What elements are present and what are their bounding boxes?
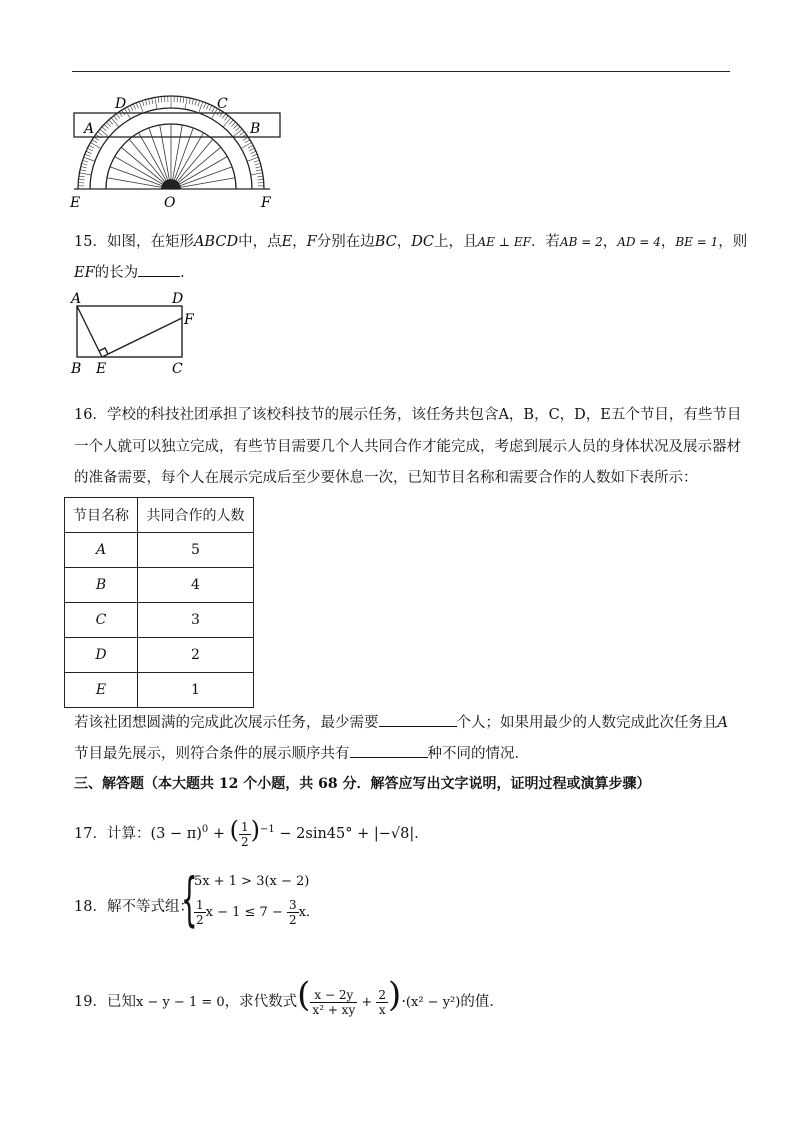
table-cell: A <box>65 533 138 568</box>
q18-frac1 <box>194 898 206 927</box>
q18-mid: x − 1 ≤ 7 − <box>205 905 287 920</box>
protractor-figure <box>60 86 290 210</box>
protractor-tick <box>142 101 144 107</box>
fig15-label-c: C <box>172 361 183 376</box>
table-cell: 1 <box>138 673 254 708</box>
q18-block <box>74 865 394 934</box>
protractor-tick <box>130 105 133 110</box>
q15-rect: ABCD <box>193 234 239 250</box>
protractor-tick <box>145 100 147 106</box>
q18-frac2-num: 3 <box>289 898 297 912</box>
protractor-tick <box>158 97 159 103</box>
table-row <box>65 533 254 568</box>
q18-tail: x <box>298 905 306 920</box>
fig14-label-c: C <box>217 96 228 112</box>
protractor-tick <box>255 167 261 168</box>
protractor-tick <box>255 163 261 165</box>
q15-text-e: ．若 <box>530 234 560 250</box>
protractor-tick <box>85 154 91 156</box>
q17-end: ． <box>414 826 429 842</box>
protractor-tick <box>98 132 103 136</box>
rectangle-figure <box>68 290 198 376</box>
protractor-tick <box>89 145 94 148</box>
protractor-tick <box>149 99 150 105</box>
protractor-tick <box>245 140 250 143</box>
table-cell: 2 <box>138 638 254 673</box>
q16-line2: 一个人就可以独立完成，有些节目需要几个人共同合作才能完成，考虑到展示人员的身体状况及展示器材 <box>74 439 741 455</box>
section-3-heading: 三、解答题（本大题共 12 个小题，共 68 分．解答应写出文字说明，证明过程或演算步骤） <box>74 776 651 792</box>
protractor-tick <box>183 97 184 103</box>
fig15-label-a: A <box>71 291 82 307</box>
q16-line4b: 个人；如果用最少的人数完成此次任务且 <box>456 715 718 731</box>
table-header-row <box>65 498 254 533</box>
q16-answer-blank-2[interactable] <box>350 743 428 758</box>
q19-condition: x − y − 1 = 0 <box>135 995 225 1010</box>
protractor-tick <box>192 99 193 105</box>
q19-dot: · <box>401 994 406 1010</box>
protractor-tick <box>256 170 262 171</box>
q16-line4c: A <box>717 715 728 731</box>
q19-frac-a <box>310 988 357 1017</box>
q16-line5a: 节目最先展示，则符合条件的展示顺序共有 <box>74 746 350 762</box>
protractor-tick <box>189 98 190 104</box>
q18-frac1-den: 2 <box>196 913 204 927</box>
q19-number: 19．已知 <box>74 994 136 1010</box>
q15-comma1: ， <box>292 234 307 250</box>
protractor-tick <box>79 176 85 177</box>
table-header: 共同合作的人数 <box>138 498 254 533</box>
q15-text-d: 上，且 <box>434 234 478 250</box>
q18-frac2-den: 2 <box>289 913 297 927</box>
q15-ad: AD = 4 <box>617 235 661 249</box>
q15-comma2: ， <box>396 234 412 250</box>
q19-tail: (x² − y²) <box>405 995 461 1010</box>
q18-number: 18．解不等式组： <box>74 899 194 915</box>
q17-lparen: ( <box>229 816 240 844</box>
protractor-tick <box>199 102 203 113</box>
q16-line4a: 若该社团想圆满的完成此次展示任务，最少需要 <box>74 715 379 731</box>
q15-answer-blank[interactable] <box>138 262 180 277</box>
q19-rparen: ) <box>388 975 402 1015</box>
q17-exp-m1: −1 <box>260 824 275 836</box>
q17-exp0: 0 <box>201 824 209 836</box>
protractor-tick <box>236 127 240 131</box>
q18-end: ． <box>305 905 319 920</box>
q15-comma4: ， <box>660 234 676 250</box>
protractor-tick <box>222 114 226 119</box>
q17-rparen: ) <box>250 816 261 844</box>
program-table <box>64 497 254 708</box>
q19-line <box>74 970 504 1020</box>
table-row <box>65 603 254 638</box>
protractor-tick <box>92 140 97 143</box>
protractor-tick <box>249 148 254 151</box>
q15-line1 <box>74 232 747 252</box>
header-rule <box>72 71 730 72</box>
protractor-tick <box>161 97 162 103</box>
protractor-tick <box>223 118 231 127</box>
q16-line4 <box>74 712 728 733</box>
protractor-tick <box>136 103 138 109</box>
protractor-tick <box>80 170 86 171</box>
protractor-tick <box>233 129 242 137</box>
table-cell: 3 <box>138 603 254 638</box>
protractor-tick <box>209 105 212 110</box>
fig15-label-f: F <box>184 312 194 328</box>
protractor-tick <box>225 116 229 121</box>
q18-frac1-num: 1 <box>196 898 204 912</box>
protractor-tick <box>152 98 153 104</box>
protractor-tick <box>241 143 251 149</box>
table-header: 节目名称 <box>65 498 138 533</box>
fig14-label-a: A <box>84 121 95 137</box>
q15-point-e: E <box>281 234 293 250</box>
table-cell: E <box>65 673 138 708</box>
table-row <box>65 638 254 673</box>
q17-half-fraction <box>239 820 251 849</box>
protractor-tick <box>248 145 253 148</box>
q15-point-f: F <box>306 234 317 250</box>
q19-frac-b <box>376 988 388 1017</box>
q15-ab: AB = 2 <box>559 235 603 249</box>
protractor-tick <box>100 129 109 137</box>
protractor-tick <box>180 97 181 103</box>
q15-text-g: 的长为 <box>94 265 139 281</box>
q17-abs: |−√8| <box>373 826 415 842</box>
protractor-tick <box>81 167 87 168</box>
protractor-tick <box>102 127 106 131</box>
fig15-label-b: B <box>71 361 82 376</box>
protractor-tick <box>240 132 245 136</box>
q19-frac-b-num: 2 <box>378 987 387 1002</box>
protractor-tick <box>195 100 197 106</box>
q17-line <box>74 812 429 848</box>
protractor-tick <box>155 97 157 109</box>
q16-line5 <box>74 743 529 764</box>
q17-frac-num: 1 <box>241 819 249 834</box>
q17-plus: + <box>208 826 230 842</box>
protractor-tick <box>252 154 258 156</box>
protractor-tick <box>250 151 255 153</box>
table-cell: 4 <box>138 568 254 603</box>
protractor-tick <box>114 116 118 121</box>
q17-number: 17．计算： <box>74 826 151 842</box>
protractor-tick <box>82 163 88 165</box>
q19-text: ，求代数式 <box>224 994 298 1010</box>
q18-left-brace: { <box>181 865 198 933</box>
protractor-tick <box>87 148 92 151</box>
protractor-tick <box>206 104 208 109</box>
q17-term1: (3 − π) <box>150 826 202 842</box>
protractor-tick <box>106 122 110 126</box>
q19-lparen: ( <box>297 975 311 1015</box>
fig14-label-o: O <box>164 195 176 210</box>
q15-side-bc: BC <box>374 234 397 250</box>
protractor-tick <box>185 97 187 109</box>
q16-line5b: 种不同的情况． <box>427 746 529 762</box>
protractor-tick <box>86 151 91 153</box>
fig14-label-f: F <box>261 195 271 210</box>
protractor-tick <box>83 160 89 162</box>
protractor-tick <box>127 107 130 112</box>
protractor-tick <box>229 120 233 124</box>
protractor-tick <box>198 101 200 107</box>
fig15-label-e: E <box>96 361 107 376</box>
q15-line2 <box>74 262 195 283</box>
protractor-tick <box>116 114 120 119</box>
table-row <box>65 673 254 708</box>
protractor-tick <box>79 173 91 175</box>
protractor-tick <box>84 157 95 161</box>
protractor-tick <box>109 120 113 124</box>
table-cell: D <box>65 638 138 673</box>
q16-answer-blank-1[interactable] <box>379 712 457 727</box>
fig14-label-b: B <box>250 121 261 137</box>
q19-frac-a-num: x − 2y <box>310 988 357 1003</box>
table-row <box>65 568 254 603</box>
q18-ineq2 <box>194 898 319 927</box>
protractor-tick <box>139 102 143 113</box>
q15-ef: EF <box>74 265 95 281</box>
table-cell: 5 <box>138 533 254 568</box>
q15-be: BE = 1 <box>675 235 719 249</box>
protractor-tick <box>258 179 264 180</box>
q15-text-a: 如图，在矩形 <box>106 234 194 250</box>
q19-frac-a-den: x² + xy <box>312 1002 356 1017</box>
protractor-tick <box>204 103 206 109</box>
protractor-tick <box>212 107 215 112</box>
table-cell: C <box>65 603 138 638</box>
protractor-tick <box>257 176 263 177</box>
protractor-tick <box>79 179 85 180</box>
fig14-label-e: E <box>70 195 81 210</box>
q19-end: 的值． <box>460 994 504 1010</box>
q15-perp: AE ⊥ EF <box>477 235 531 249</box>
q16-line3: 的准备需要，每个人在展示完成后至少要休息一次，已知节目名称和需要合作的人数如下表所示： <box>74 470 698 486</box>
q15-number: 15． <box>74 234 107 250</box>
q15-side-dc: DC <box>411 234 434 250</box>
q15-end: ． <box>180 265 195 281</box>
protractor-tick <box>254 160 260 162</box>
q15-text-b: 中，点 <box>238 234 282 250</box>
fig15-label-d: D <box>172 291 184 307</box>
q15-text-f: ，则 <box>718 234 748 250</box>
fig14-label-d: D <box>115 96 127 112</box>
protractor-tick <box>231 122 235 126</box>
protractor-tick <box>104 124 108 128</box>
q18-frac2 <box>287 898 299 927</box>
q15-comma3: ， <box>602 234 618 250</box>
protractor-tick <box>111 118 119 127</box>
q17-frac-den: 2 <box>241 834 249 849</box>
table-cell: B <box>65 568 138 603</box>
protractor-tick <box>90 143 100 149</box>
q18-ineq1: 5x + 1 > 3(x − 2) <box>194 874 310 889</box>
q17-term3: − 2sin45° + <box>274 826 374 842</box>
q19-frac-b-den: x <box>378 1002 386 1017</box>
q16-line1: 16．学校的科技社团承担了该校科技节的展示任务，该任务共包含A，B，C，D，E五个节目，有些节目 <box>74 407 742 423</box>
protractor-tick <box>234 124 238 128</box>
protractor-tick <box>251 173 263 175</box>
q19-plus: + <box>357 995 377 1010</box>
protractor-tick <box>133 104 135 109</box>
protractor-tick <box>247 157 258 161</box>
q15-text-c: 分别在边 <box>316 234 375 250</box>
